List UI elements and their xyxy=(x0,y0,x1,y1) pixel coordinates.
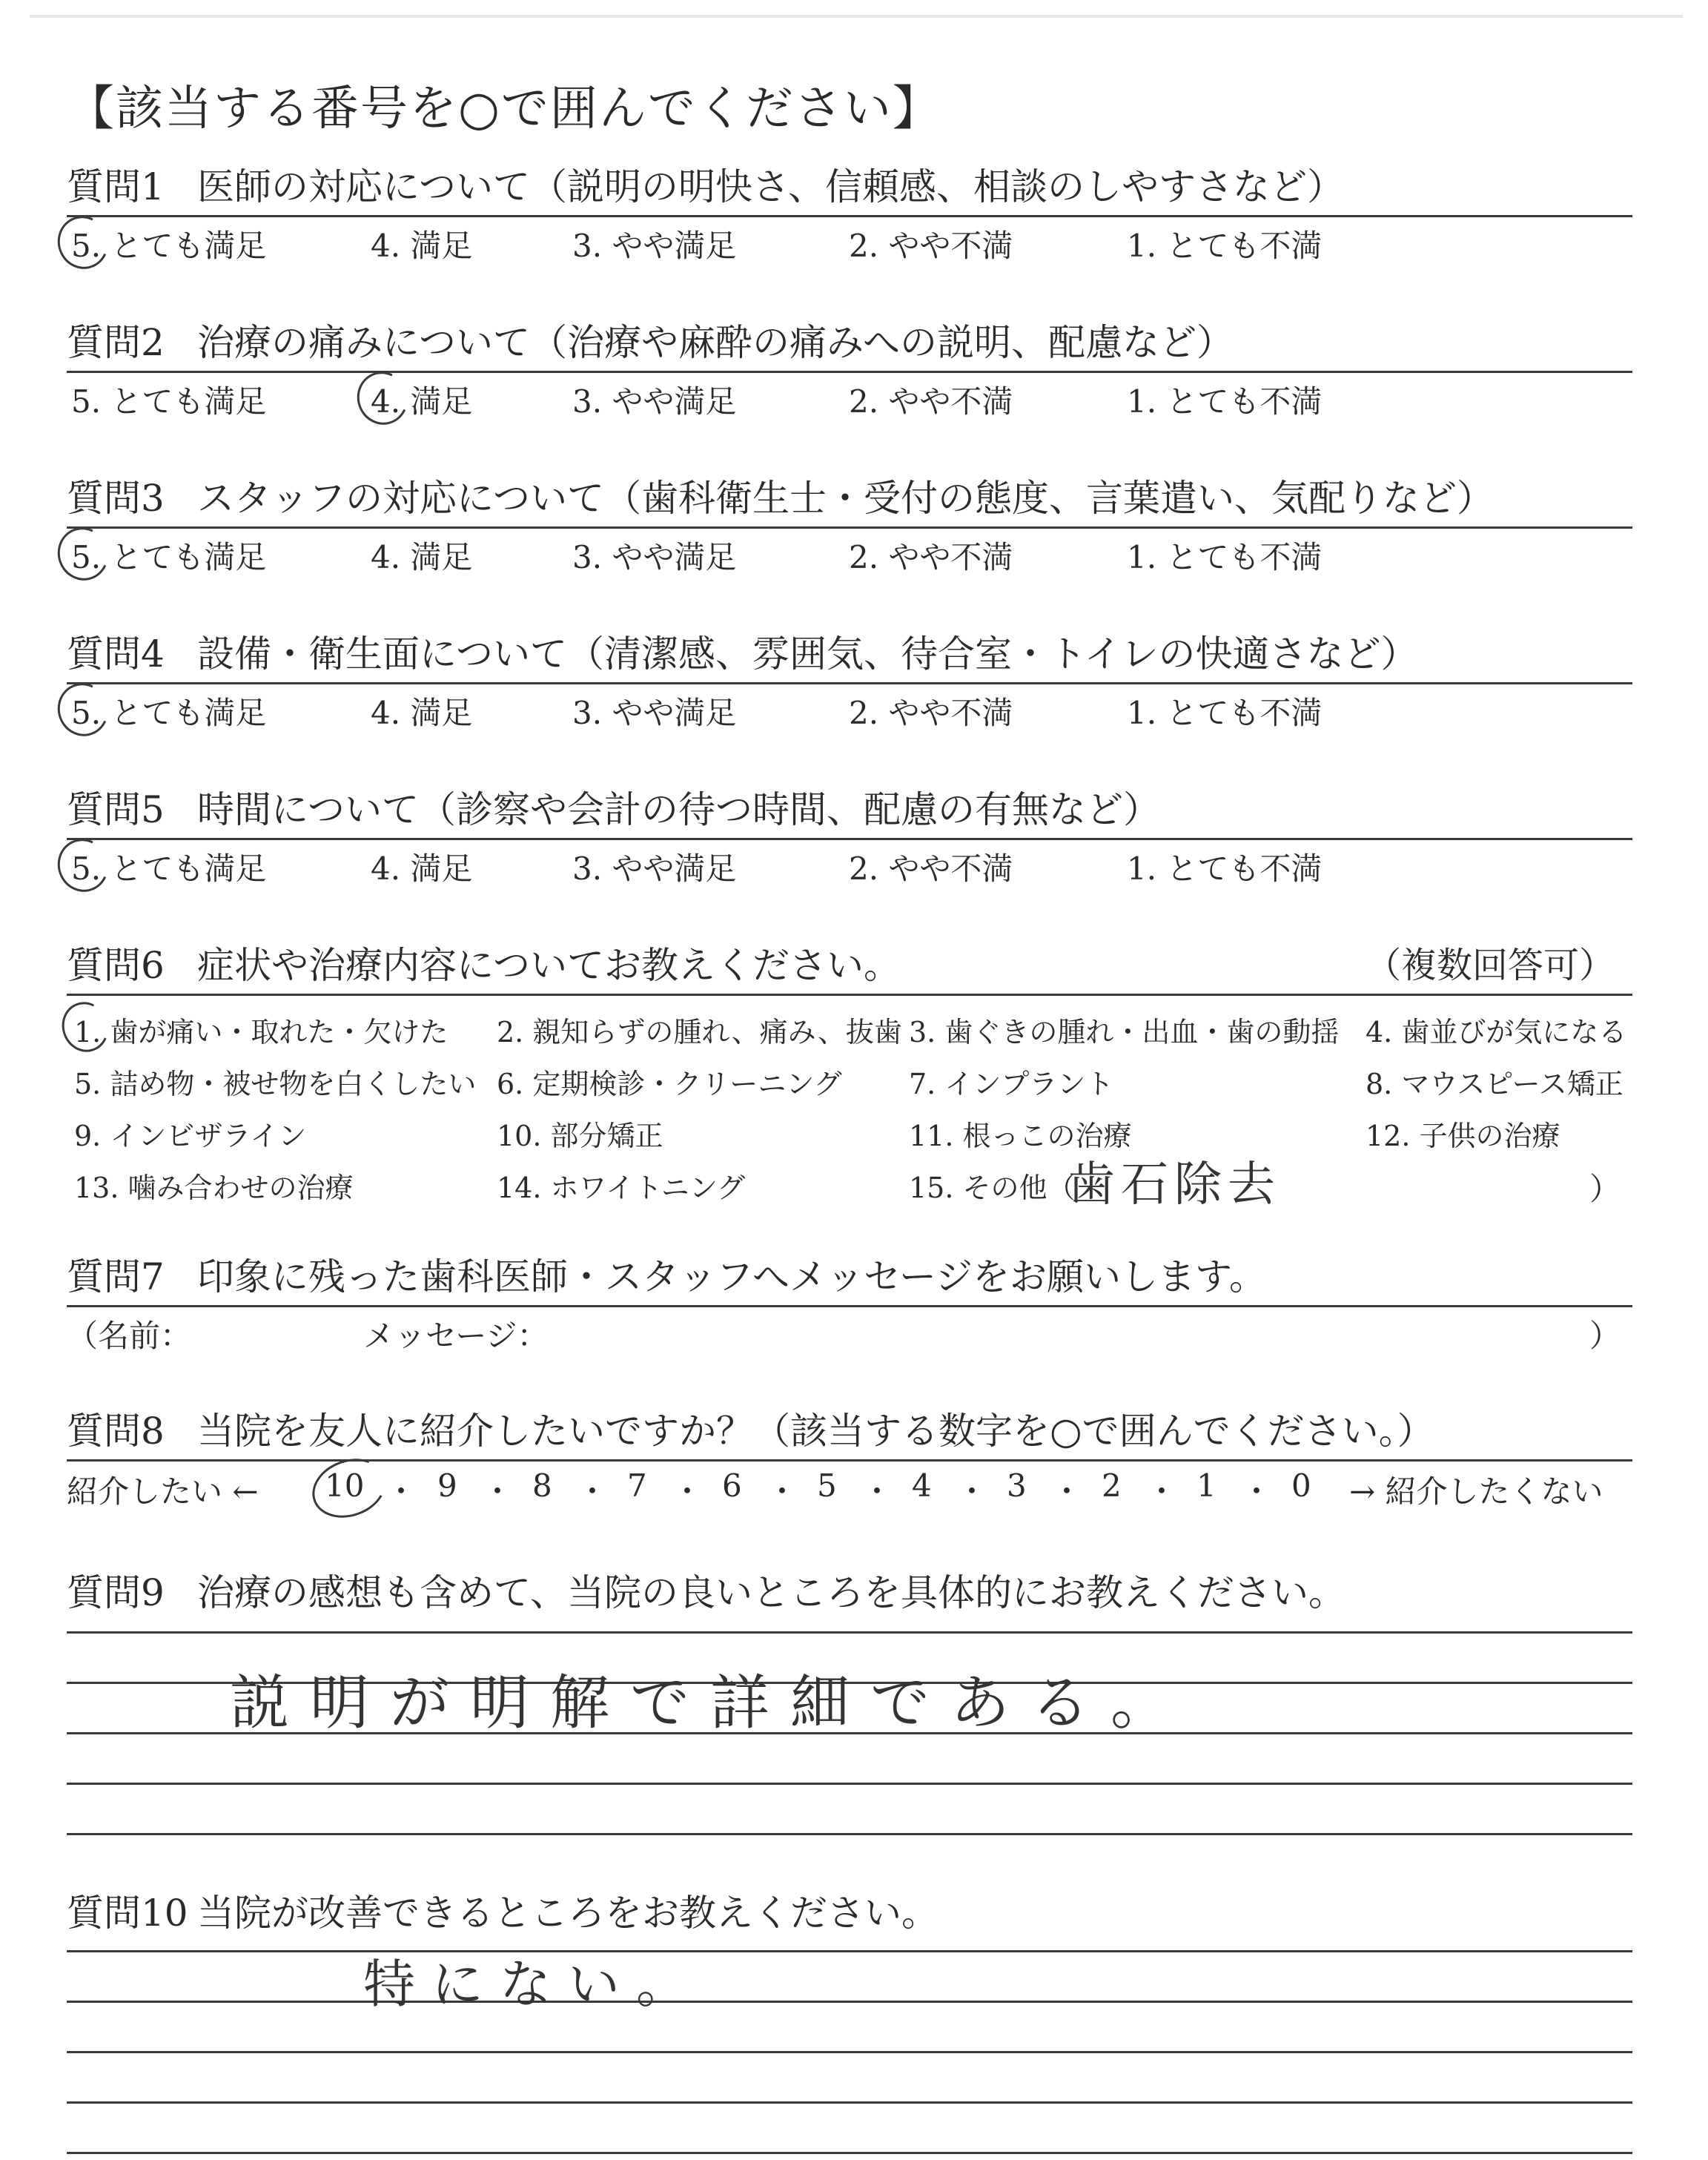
question-text: 当院が改善できるところをお教えください。 xyxy=(197,1892,939,1935)
scale-1[interactable]: 1 xyxy=(1196,1467,1217,1504)
message-close-paren: ） xyxy=(1589,1318,1621,1354)
question-2 xyxy=(67,320,1632,422)
question-9 xyxy=(67,1571,1632,1615)
rating-options xyxy=(67,222,1632,266)
rating-1[interactable]: 1. とても不満 xyxy=(1127,695,1323,731)
rating-5[interactable]: 5. とても満足 xyxy=(71,695,267,731)
symptom-option-10[interactable]: 10. 部分矯正 xyxy=(497,1120,663,1152)
symptom-options xyxy=(67,1002,1632,1217)
symptom-option-1[interactable]: 1. 歯が痛い・取れた・欠けた xyxy=(74,1016,448,1048)
rating-3[interactable]: 3. やや満足 xyxy=(572,695,737,731)
question-10 xyxy=(67,1891,1632,1935)
rating-2[interactable]: 2. やや不満 xyxy=(849,539,1013,575)
rating-options xyxy=(67,377,1632,422)
question-7 xyxy=(67,1255,1632,1356)
rating-3[interactable]: 3. やや満足 xyxy=(572,851,737,887)
underline xyxy=(67,371,1632,373)
question-number: 質問3 xyxy=(67,477,165,520)
rating-options xyxy=(67,533,1632,578)
question-8 xyxy=(67,1409,1632,1515)
scale-dot: ・ xyxy=(956,1473,988,1510)
question-number: 質問5 xyxy=(67,788,165,831)
answer-line xyxy=(67,2152,1632,2154)
question-text: 治療の痛みについて（治療や麻酔の痛みへの説明、配慮など） xyxy=(197,321,1234,364)
answer-line xyxy=(67,1950,1632,1952)
symptom-option-12[interactable]: 12. 子供の治療 xyxy=(1366,1120,1560,1152)
symptom-option-8[interactable]: 8. マウスピース矯正 xyxy=(1366,1068,1623,1100)
question-text: 症状や治療内容についてお教えください。 xyxy=(197,944,901,987)
underline xyxy=(67,682,1632,684)
question-number: 質問2 xyxy=(67,321,165,364)
scale-dot: ・ xyxy=(672,1473,704,1510)
good-points-handwritten-answer[interactable]: 説明が明解で詳細である。 xyxy=(230,1668,1191,1737)
scale-0[interactable]: 0 xyxy=(1291,1467,1311,1504)
symptom-option-5[interactable]: 5. 詰め物・被せ物を白くしたい xyxy=(74,1068,477,1100)
symptom-option-11[interactable]: 11. 根っこの治療 xyxy=(909,1120,1132,1152)
question-number: 質問1 xyxy=(67,165,165,208)
question-text: 印象に残った歯科医師・スタッフへメッセージをお願いします。 xyxy=(197,1255,1266,1298)
other-close-paren: ） xyxy=(1589,1171,1621,1207)
underline xyxy=(67,994,1632,996)
scale-8[interactable]: 8 xyxy=(532,1467,552,1504)
question-1 xyxy=(67,165,1632,266)
rating-4[interactable]: 4. 満足 xyxy=(371,539,473,575)
form-title: 【該当する番号を○で囲んでください】 xyxy=(67,82,941,136)
rating-3[interactable]: 3. やや満足 xyxy=(572,228,737,264)
scale-dot: ・ xyxy=(767,1473,798,1510)
scale-dot: ・ xyxy=(1051,1473,1083,1510)
symptom-option-15[interactable]: 15. その他（ xyxy=(909,1172,1076,1204)
answer-line xyxy=(67,1631,1632,1634)
scale-3[interactable]: 3 xyxy=(1007,1467,1027,1504)
rating-4[interactable]: 4. 満足 xyxy=(371,383,473,420)
answer-line xyxy=(67,2001,1632,2003)
symptom-option-7[interactable]: 7. インプラント xyxy=(909,1068,1114,1100)
name-label: （名前： xyxy=(67,1318,192,1354)
rating-options xyxy=(67,845,1632,889)
multiple-answer-note: （複数回答可） xyxy=(1365,945,1615,986)
other-handwritten-answer[interactable]: 歯石除去 xyxy=(1068,1157,1281,1212)
improvement-handwritten-answer[interactable]: 特にない。 xyxy=(363,1954,704,2015)
question-number: 質問8 xyxy=(67,1410,165,1453)
scale-10[interactable]: 10 xyxy=(325,1467,365,1504)
rating-4[interactable]: 4. 満足 xyxy=(371,695,473,731)
question-4 xyxy=(67,632,1632,733)
rating-options xyxy=(67,689,1632,733)
scale-dot: ・ xyxy=(482,1473,514,1510)
question-5 xyxy=(67,787,1632,889)
scale-2[interactable]: 2 xyxy=(1102,1467,1122,1504)
question-number: 質問7 xyxy=(67,1255,165,1298)
symptom-option-9[interactable]: 9. インビザライン xyxy=(74,1120,307,1152)
scale-right-label: → 紹介したくない xyxy=(1349,1473,1603,1510)
question-text: 当院を友人に紹介したいですか？（該当する数字を○で囲んでください。） xyxy=(197,1410,1434,1453)
underline xyxy=(67,215,1632,217)
scale-7[interactable]: 7 xyxy=(627,1467,647,1504)
question-text: 治療の感想も含めて、当院の良いところを具体的にお教えください。 xyxy=(197,1571,1345,1614)
question-text: スタッフの対応について（歯科衛生士・受付の態度、言葉遣い、気配りなど） xyxy=(197,477,1494,520)
question-number: 質問10 xyxy=(67,1892,188,1935)
answer-line xyxy=(67,1833,1632,1835)
question-3 xyxy=(67,476,1632,578)
rating-1[interactable]: 1. とても不満 xyxy=(1127,383,1323,420)
scale-4[interactable]: 4 xyxy=(912,1467,932,1504)
scale-dot: ・ xyxy=(577,1473,609,1510)
rating-2[interactable]: 2. やや不満 xyxy=(849,695,1013,731)
rating-4[interactable]: 4. 満足 xyxy=(371,228,473,264)
scale-9[interactable]: 9 xyxy=(437,1467,457,1504)
message-label: メッセージ： xyxy=(363,1318,549,1354)
rating-5[interactable]: 5. とても満足 xyxy=(71,383,267,420)
rating-1[interactable]: 1. とても不満 xyxy=(1127,539,1323,575)
scale-dot: ・ xyxy=(1241,1473,1273,1510)
question-number: 質問9 xyxy=(67,1571,165,1614)
rating-5[interactable]: 5. とても満足 xyxy=(71,539,267,575)
question-6 xyxy=(67,943,1632,1217)
rating-2[interactable]: 2. やや不満 xyxy=(849,383,1013,420)
answer-line xyxy=(67,1783,1632,1785)
rating-4[interactable]: 4. 満足 xyxy=(371,851,473,887)
scale-5[interactable]: 5 xyxy=(817,1467,837,1504)
underline xyxy=(67,1305,1632,1307)
rating-5[interactable]: 5. とても満足 xyxy=(71,851,267,887)
answer-line xyxy=(67,2101,1632,2104)
underline xyxy=(67,526,1632,529)
rating-1[interactable]: 1. とても不満 xyxy=(1127,851,1323,887)
question-text: 時間について（診察や会計の待つ時間、配慮の有無など） xyxy=(197,788,1160,831)
symptom-option-6[interactable]: 6. 定期検診・クリーニング xyxy=(497,1068,842,1100)
rating-1[interactable]: 1. とても不満 xyxy=(1127,228,1323,264)
underline xyxy=(67,838,1632,840)
symptom-option-13[interactable]: 13. 噛み合わせの治療 xyxy=(74,1172,354,1204)
symptom-option-2[interactable]: 2. 親知らずの腫れ、痛み、抜歯 xyxy=(497,1016,902,1048)
question-number: 質問4 xyxy=(67,633,165,676)
scale-6[interactable]: 6 xyxy=(722,1467,742,1504)
underline xyxy=(67,1459,1632,1462)
scale-dot: ・ xyxy=(385,1473,417,1510)
scale-left-label: 紹介したい ← xyxy=(67,1473,259,1510)
question-text: 医師の対応について（説明の明快さ、信頼感、相談のしやすさなど） xyxy=(197,165,1344,208)
scale-dot: ・ xyxy=(861,1473,893,1510)
survey-form xyxy=(67,0,1632,2160)
rating-5[interactable]: 5. とても満足 xyxy=(71,228,267,264)
recommend-scale xyxy=(67,1467,1632,1515)
message-row xyxy=(67,1312,1632,1356)
answer-line xyxy=(67,2051,1632,2053)
rating-2[interactable]: 2. やや不満 xyxy=(849,851,1013,887)
symptom-option-3[interactable]: 3. 歯ぐきの腫れ・出血・歯の動揺 xyxy=(909,1016,1340,1048)
question-number: 質問6 xyxy=(67,944,165,987)
symptom-option-4[interactable]: 4. 歯並びが気になる xyxy=(1366,1016,1627,1048)
scale-dot: ・ xyxy=(1146,1473,1178,1510)
rating-2[interactable]: 2. やや不満 xyxy=(849,228,1013,264)
rating-3[interactable]: 3. やや満足 xyxy=(572,383,737,420)
symptom-option-14[interactable]: 14. ホワイトニング xyxy=(497,1172,746,1204)
question-text: 設備・衛生面について（清潔感、雰囲気、待合室・トイレの快適さなど） xyxy=(197,633,1418,676)
rating-3[interactable]: 3. やや満足 xyxy=(572,539,737,575)
